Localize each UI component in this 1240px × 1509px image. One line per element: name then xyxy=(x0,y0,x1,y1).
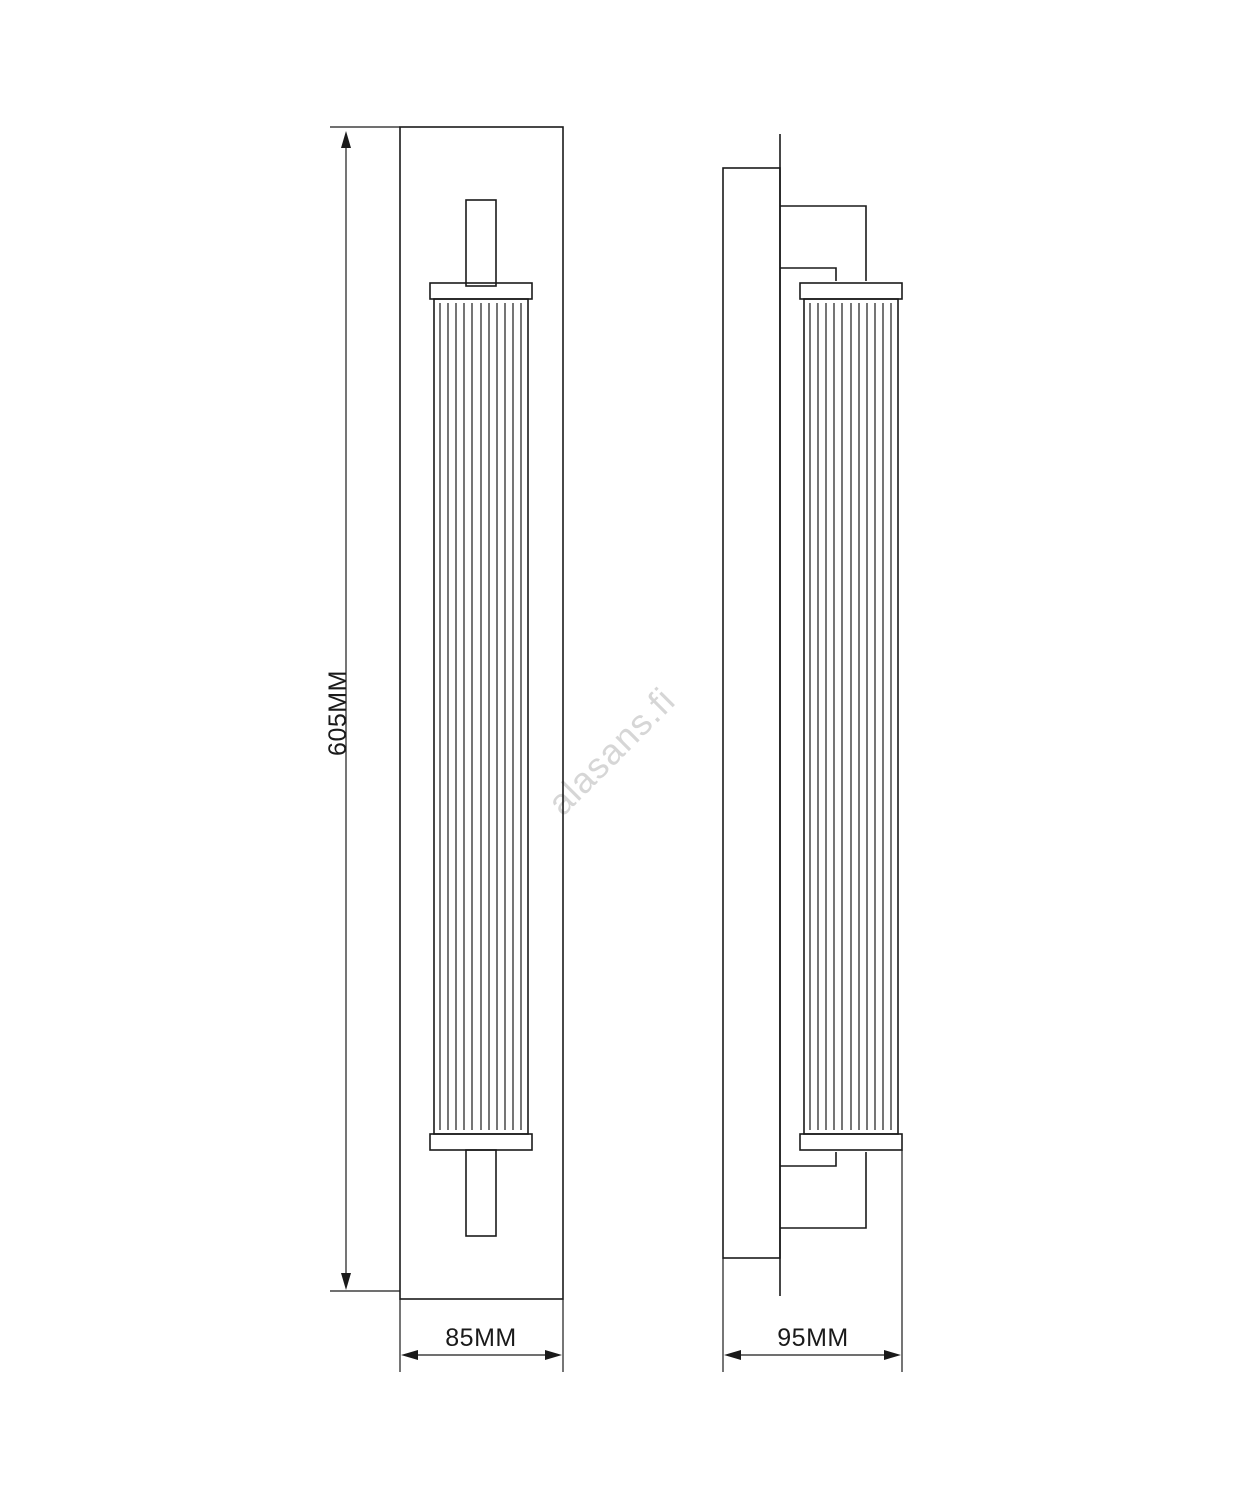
side-bottom-bracket-inner xyxy=(780,1152,836,1166)
height-arrow-bottom xyxy=(341,1273,351,1290)
front-width-dimension-label: 85MM xyxy=(445,1324,517,1352)
front-top-stem xyxy=(466,200,496,286)
front-glass-ribs xyxy=(440,303,521,1130)
side-depth-dimension-label: 95MM xyxy=(777,1324,849,1352)
side-view xyxy=(723,134,902,1296)
height-arrow-top xyxy=(341,131,351,148)
side-depth-arrow-left xyxy=(724,1350,741,1360)
side-glass-ribs xyxy=(810,303,891,1130)
front-view xyxy=(400,127,563,1299)
side-bottom-cap xyxy=(800,1134,902,1150)
watermark-label: alasans.fi xyxy=(539,679,683,823)
side-wall-plate xyxy=(723,168,780,1258)
watermark xyxy=(539,679,683,823)
side-depth-arrow-right xyxy=(884,1350,901,1360)
height-dimension-label: 605MM xyxy=(324,670,352,756)
front-bottom-cap xyxy=(430,1134,532,1150)
front-bottom-stem xyxy=(466,1150,496,1236)
side-top-cap xyxy=(800,283,902,299)
front-width-arrow-right xyxy=(545,1350,562,1360)
front-width-arrow-left xyxy=(401,1350,418,1360)
side-top-bracket-inner xyxy=(780,268,836,281)
side-top-bracket xyxy=(780,206,866,281)
side-bottom-bracket xyxy=(780,1152,866,1228)
